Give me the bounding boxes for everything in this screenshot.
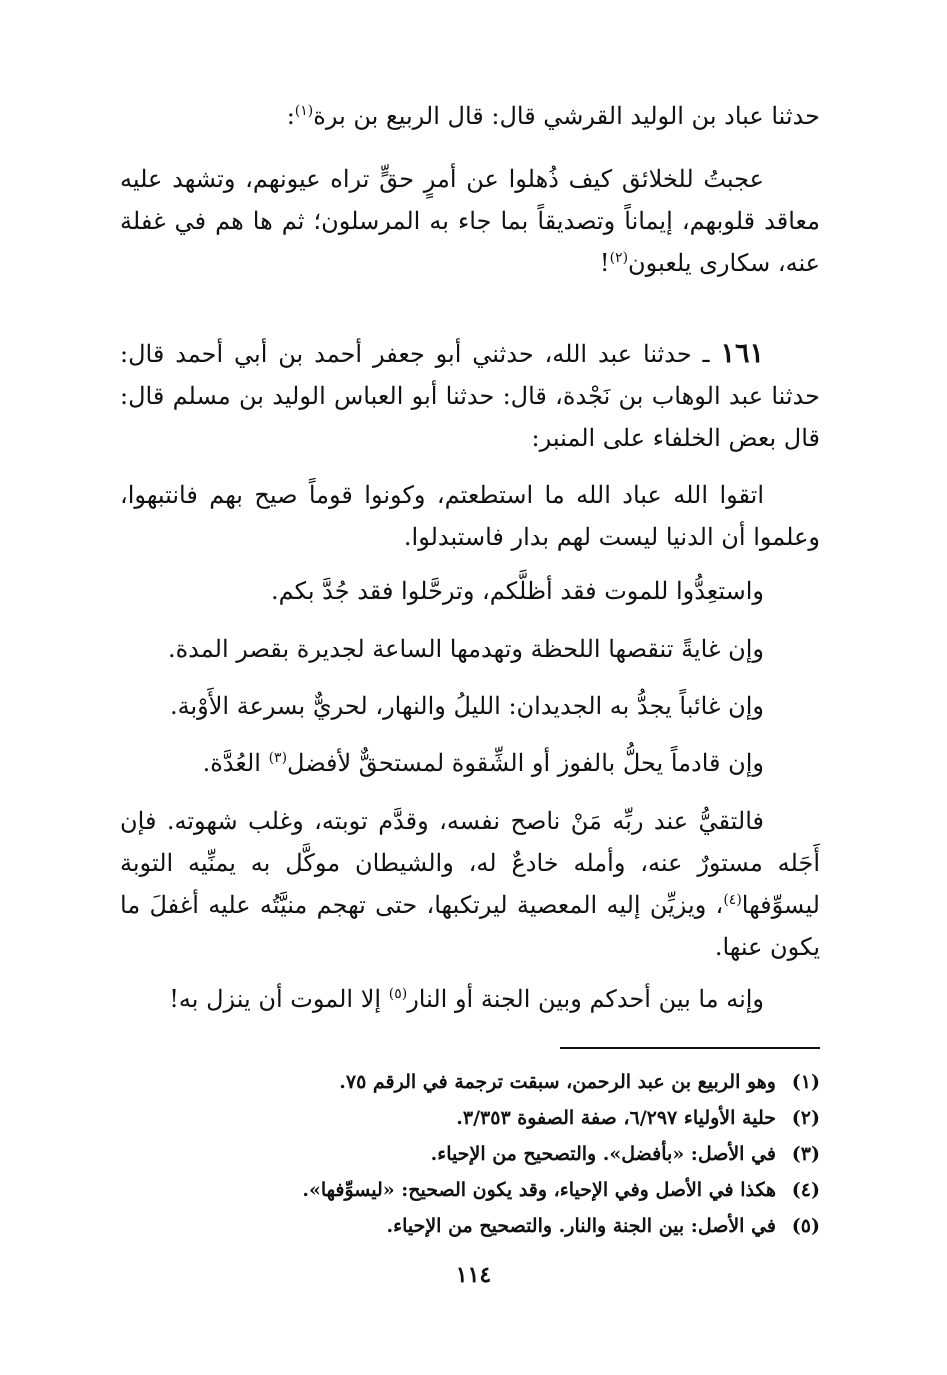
page-number: ١١٤ bbox=[455, 1262, 492, 1288]
footnote-ref-4: (٤) bbox=[723, 892, 742, 908]
footnote-text: هكذا في الأصل وفي الإحياء، وقد يكون الصحيح: «ليسوِّفها». bbox=[302, 1179, 776, 1201]
footnote-mark: (٤) bbox=[791, 1179, 820, 1201]
footnote-mark: (١) bbox=[791, 1071, 820, 1093]
footnote-mark: (٥) bbox=[791, 1215, 820, 1237]
footnote-separator bbox=[560, 1047, 820, 1049]
footnote-5 bbox=[200, 1208, 820, 1244]
intro-end: : bbox=[286, 102, 295, 130]
paragraph-3-text: اتقوا الله عباد الله ما استطعتم، وكونوا قوماً صيح بهم فانتبهوا، وعلموا أن الدنيا ليست لهم بدار فاستبدلوا. bbox=[120, 481, 820, 551]
footnote-ref-1: (١) bbox=[294, 103, 314, 119]
intro-text: حدثنا عباد بن الوليد القرشي قال: قال الربيع بن برة bbox=[313, 102, 820, 130]
footnote-text: حلية الأولياء ٦/٢٩٧، صفة الصفوة ٣/٣٥٣. bbox=[456, 1107, 776, 1129]
paragraph-7 bbox=[120, 742, 820, 784]
paragraph-3 bbox=[120, 474, 820, 558]
paragraph-9-end: إلا الموت أن ينزل به! bbox=[169, 985, 389, 1013]
footnote-4 bbox=[200, 1172, 820, 1208]
paragraph-6 bbox=[120, 685, 820, 727]
paragraph-1-text: عجبتُ للخلائق كيف ذُهلوا عن أمرٍ حقٍّ تراه عيونهم، وتشهد عليه معاقد قلوبهم، إيماناً وتصديقاً بما جاء به المرسلون؛ ثم ها هم في غفلة عنه، سكارى يلعبون bbox=[120, 165, 820, 277]
intro-block bbox=[120, 95, 820, 137]
footnote-ref-2: (٢) bbox=[609, 250, 629, 266]
footnote-mark: (٣) bbox=[791, 1143, 820, 1165]
paragraph-7-end: العُدَّة. bbox=[202, 749, 269, 777]
paragraph-5-text: وإن غايةً تنقصها اللحظة وتهدمها الساعة لجديرة بقصر المدة. bbox=[167, 635, 764, 663]
footnote-3 bbox=[200, 1136, 820, 1172]
paragraph-8 bbox=[120, 800, 820, 968]
paragraph-8-text-a: فالتقيُّ عند ربِّه مَنْ ناصح نفسه، وقدَّم توبته، وغلب شهوته. فإن أَجَله مستورٌ عنه، وأمله خادعٌ له، والشيطان موكَّل به يمنِّيه التوبة ليسوِّفها bbox=[120, 807, 821, 919]
footnote-1 bbox=[200, 1064, 820, 1100]
paragraph-9-text: وإنه ما بين أحدكم وبين الجنة أو النار bbox=[407, 985, 764, 1013]
footnote-text: وهو الربيع بن عبد الرحمن، سبقت ترجمة في الرقم ٧٥. bbox=[339, 1071, 776, 1093]
footnotes bbox=[200, 1064, 820, 1244]
paragraph-6-text: وإن غائباً يجدُّ به الجديدان: الليلُ والنهار، لحريٌّ بسرعة الأَوْبة. bbox=[169, 692, 764, 720]
hadith-161 bbox=[120, 333, 820, 459]
paragraph-4 bbox=[120, 570, 820, 612]
paragraph-9 bbox=[120, 978, 820, 1020]
footnote-ref-3: (٣) bbox=[268, 750, 288, 766]
paragraph-7-text: وإن قادماً يحلُّ بالفوز أو الشِّقوة لمستحقٌّ لأفضل bbox=[287, 749, 764, 777]
intro-line bbox=[120, 95, 820, 137]
footnote-text: في الأصل: بين الجنة والنار. والتصحيح من الإحياء. bbox=[386, 1215, 776, 1237]
footnote-ref-5: (٥) bbox=[388, 986, 408, 1002]
paragraph-1 bbox=[120, 158, 820, 284]
hadith-isnad: ـ حدثنا عبد الله، حدثني أبو جعفر أحمد بن أبي أحمد قال: حدثنا عبد الوهاب بن نَجْدة، قال: حدثنا أبو العباس الوليد بن مسلم قال: قال بعض الخلفاء على المنبر: bbox=[120, 340, 820, 452]
footnote-2 bbox=[200, 1100, 820, 1136]
footnote-text: في الأصل: «بأفضل». والتصحيح من الإحياء. bbox=[430, 1143, 776, 1165]
paragraph-8-text-b: ، ويزيِّن إليه المعصية ليرتكبها، حتى تهجم منيَّتُه عليه أغفلَ ما يكون عنها. bbox=[120, 891, 820, 961]
paragraph-1-end: ! bbox=[599, 249, 610, 277]
paragraph-5 bbox=[120, 628, 820, 670]
paragraph-4-text: واستعِدُّوا للموت فقد أظلَّكم، وترحَّلوا فقد جُدَّ بكم. bbox=[270, 577, 764, 605]
hadith-number: ١٦١ bbox=[720, 338, 764, 369]
footnote-mark: (٢) bbox=[791, 1107, 820, 1129]
